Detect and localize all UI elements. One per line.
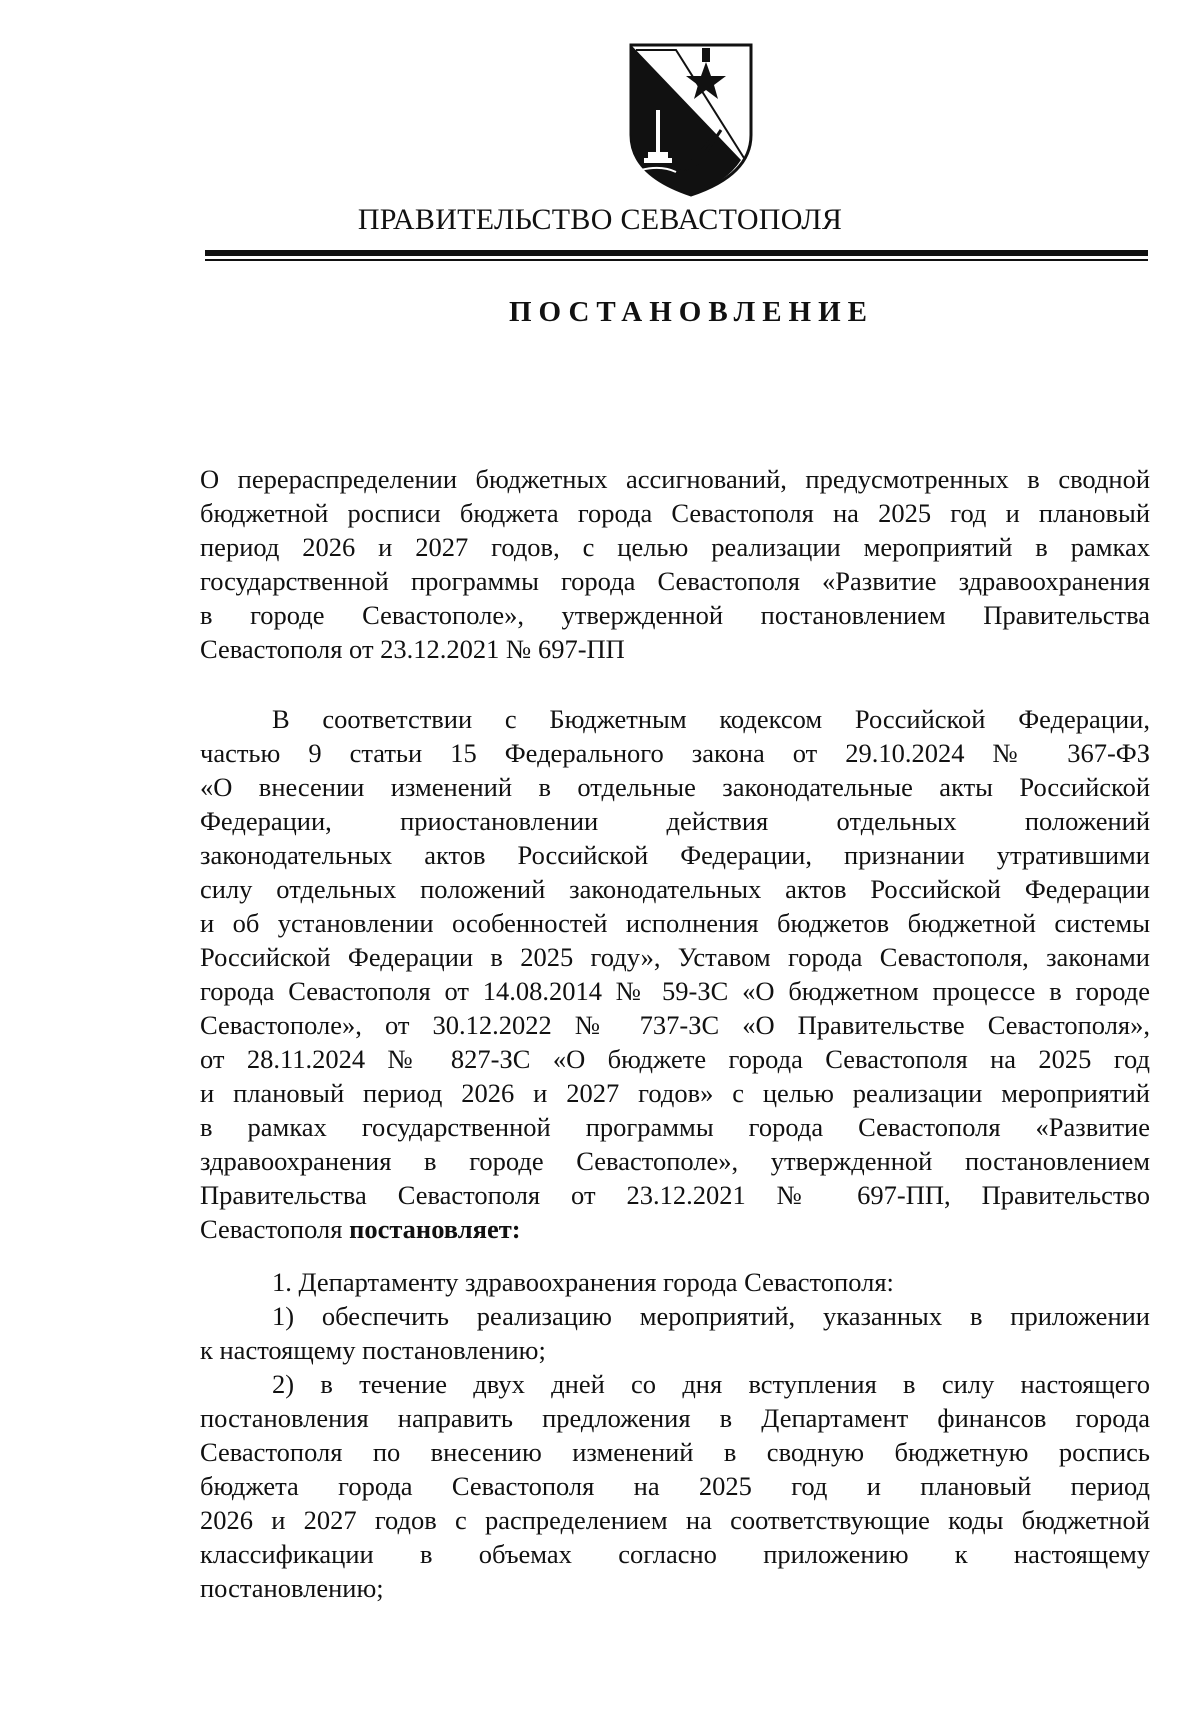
subitem-1-line: к настоящему постановлению; [200, 1335, 546, 1365]
preamble-final-line [200, 1212, 1150, 1246]
resolution-items [200, 1265, 1150, 1605]
subitem-2-line: классификации в объемах согласно приложению к настоящему [200, 1539, 1150, 1569]
subject-line: период 2026 и 2027 годов, с целью реализации мероприятий в рамках [200, 532, 1150, 562]
header-divider-thin [205, 259, 1148, 261]
preamble-line: города Севастополя от 14.08.2014 № 59-ЗС «О бюджетном процессе в городе [200, 976, 1150, 1006]
preamble-line: частью 9 статьи 15 Федерального закона от 29.10.2024 № 367-ФЗ [200, 738, 1150, 768]
preamble-line: Российской Федерации в 2025 году», Уставом города Севастополя, законами [200, 942, 1150, 972]
preamble-line: в рамках государственной программы города Севастополя «Развитие [200, 1112, 1150, 1142]
header-divider-thick [205, 250, 1148, 256]
preamble-line: силу отдельных положений законодательных актов Российской Федерации [200, 874, 1150, 904]
preamble-line: и об установлении особенностей исполнения бюджетов бюджетной системы [200, 908, 1150, 938]
subitem-2-line: 2026 и 2027 годов с распределением на соответствующие коды бюджетной [200, 1505, 1150, 1535]
sevastopol-coat-of-arms-icon [616, 40, 766, 200]
organization-title: ПРАВИТЕЛЬСТВО СЕВАСТОПОЛЯ [357, 203, 843, 236]
resolution-verb: постановляет: [349, 1214, 521, 1244]
preamble-line: от 28.11.2024 № 827-ЗС «О бюджете города Севастополя на 2025 год [200, 1044, 1150, 1074]
preamble-final-text: Севастополя [200, 1214, 350, 1244]
preamble-line: Правительства Севастополя от 23.12.2021 № 697-ПП, Правительство [200, 1180, 1150, 1210]
subitem-2-line: Севастополя по внесению изменений в сводную бюджетную роспись [200, 1437, 1150, 1467]
preamble-line: законодательных актов Российской Федерации, признании утратившими [200, 840, 1150, 870]
subject-line: в городе Севастополе», утвержденной постановлением Правительства [200, 600, 1150, 630]
document-subject [200, 462, 1150, 666]
subitem-2-line: бюджета города Севастополя на 2025 год и плановый период [200, 1471, 1150, 1501]
subitem-2-line: 2) в течение двух дней со дня вступления в силу настоящего [272, 1369, 1150, 1399]
preamble-line: здравоохранения в городе Севастополе», утвержденной постановлением [200, 1146, 1150, 1176]
subject-line: государственной программы города Севастополя «Развитие здравоохранения [200, 566, 1150, 596]
subitem-2-line: постановлению; [200, 1573, 384, 1603]
document-type-heading: ПОСТАНОВЛЕНИЕ [508, 296, 874, 328]
preamble-line: Севастополе», от 30.12.2022 № 737-ЗС «О Правительстве Севастополя», [200, 1010, 1150, 1040]
subject-line: Севастополя от 23.12.2021 № 697-ПП [200, 634, 625, 664]
preamble-paragraph [200, 702, 1150, 1246]
subject-line: О перераспределении бюджетных ассигнований, предусмотренных в сводной [200, 464, 1150, 494]
subitem-1-line: 1) обеспечить реализацию мероприятий, указанных в приложении [272, 1301, 1150, 1331]
subitem-2-line: постановления направить предложения в Департамент финансов города [200, 1403, 1150, 1433]
item-1: 1. Департаменту здравоохранения города Севастополя: [272, 1267, 894, 1297]
subject-line: бюджетной росписи бюджета города Севастополя на 2025 год и плановый [200, 498, 1150, 528]
preamble-line: «О внесении изменений в отдельные законодательные акты Российской [200, 772, 1150, 802]
preamble-line: В соответствии с Бюджетным кодексом Российской Федерации, [272, 704, 1150, 734]
preamble-line: и плановый период 2026 и 2027 годов» с целью реализации мероприятий [200, 1078, 1150, 1108]
preamble-line: Федерации, приостановлении действия отдельных положений [200, 806, 1150, 836]
